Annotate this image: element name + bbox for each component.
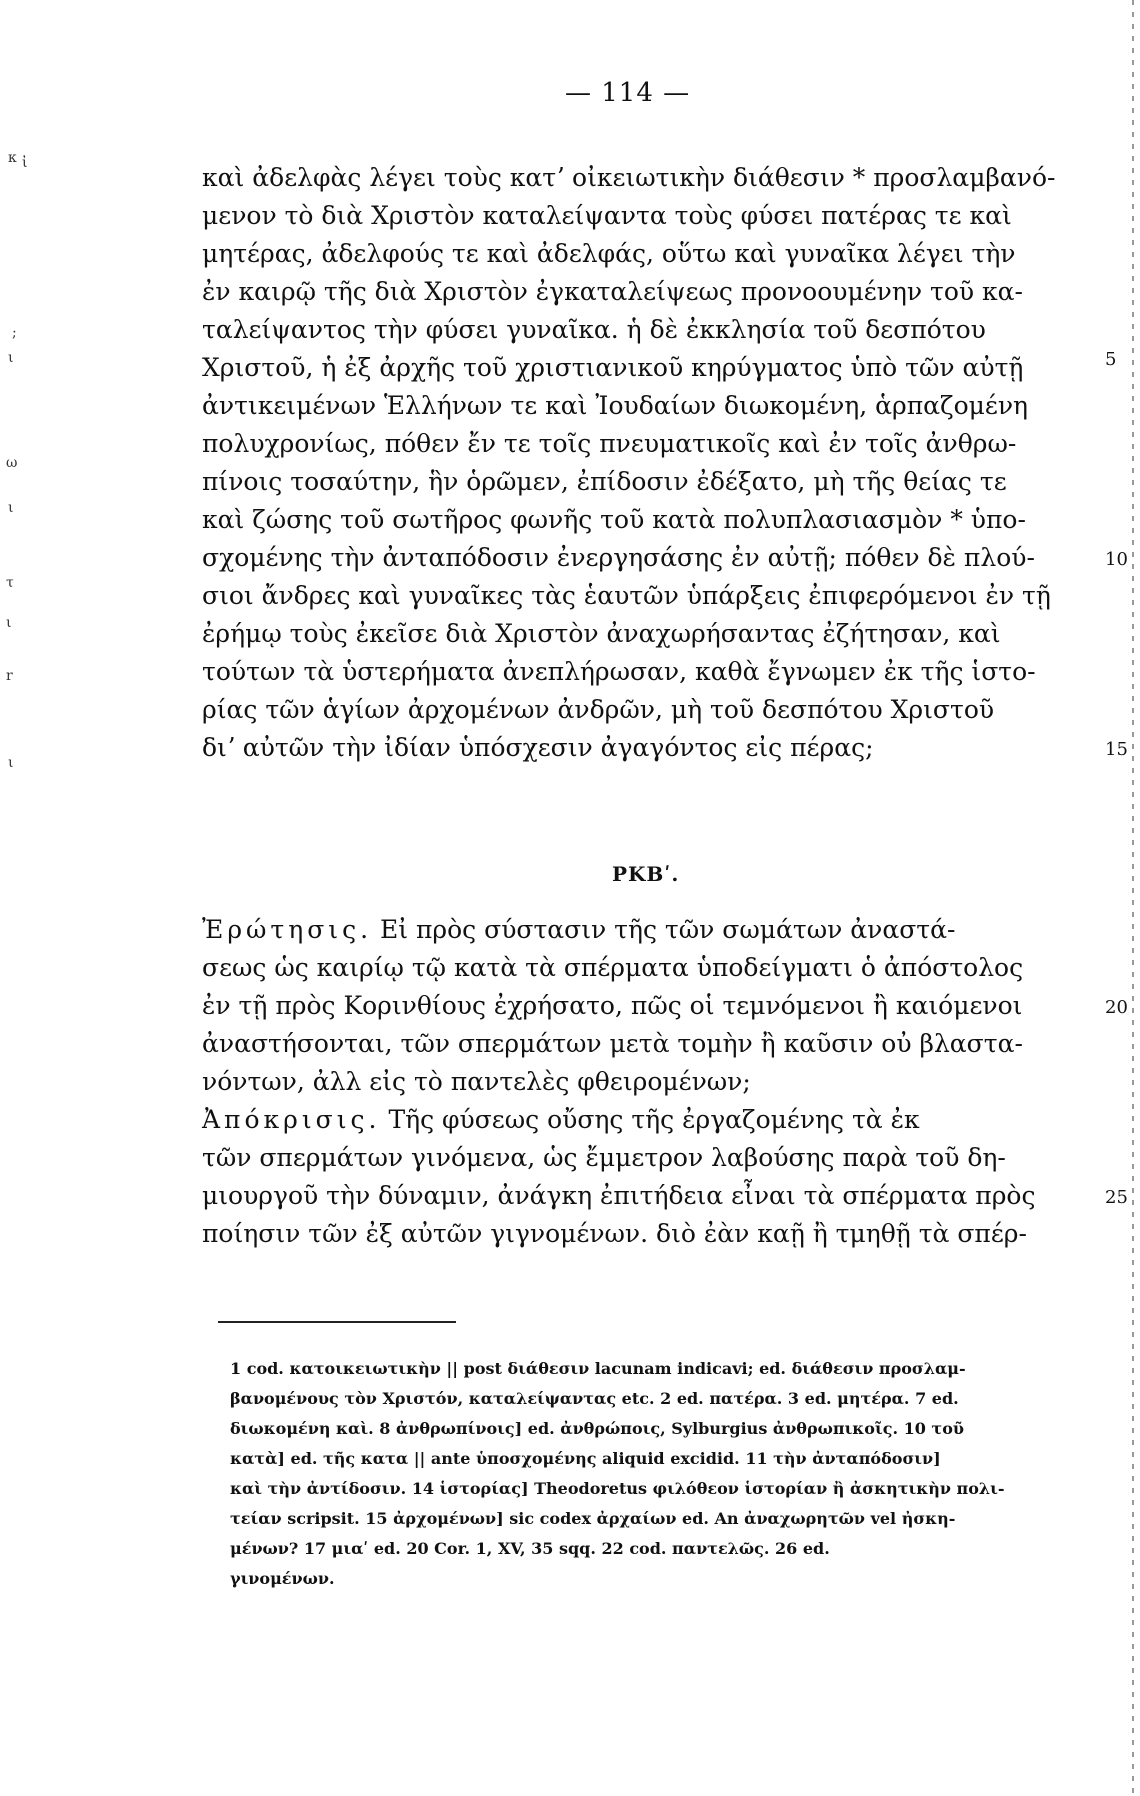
line-number-20: 20 [1105, 997, 1128, 1018]
text-line: τούτων τὰ ὑστερήματα ἀνεπλήρωσαν, καθὰ ἔγνωμεν ἐκ τῆς ἱστο- [202, 657, 1036, 686]
margin-mark: ω [6, 455, 18, 471]
margin-mark: ι [8, 755, 14, 771]
line-number-15: 15 [1105, 739, 1128, 760]
text-line: καὶ ἀδελφὰς λέγει τοὺς κατʼ οἰκειωτικὴν διάθεσιν * προσλαμβανό- [202, 163, 1056, 192]
answer-text: Τῆς φύσεως οὔσης τῆς ἐργαζομένης τὰ ἐκ [388, 1105, 920, 1134]
text-line: πολυχρονίως, πόθεν ἔν τε τοῖς πνευματικοῖς καὶ ἐν τοῖς ἀνθρω- [202, 429, 1017, 458]
text-line: ἐν τῇ πρὸς Κορινθίους ἐχρήσατο, πῶς οἱ τεμνόμενοι ἢ καιόμενοι [202, 991, 1023, 1020]
margin-mark: ι [6, 615, 12, 631]
answer-line-first [202, 1102, 920, 1138]
text-line: καὶ ζώσης τοῦ σωτῆρος φωνῆς τοῦ κατὰ πολυπλασιασμὸν * ὑπο- [202, 505, 1026, 534]
margin-mark: τ [6, 575, 14, 591]
text-line: πίνοις τοσαύτην, ἣν ὁρῶμεν, ἐπίδοσιν ἐδέξατο, μὴ τῆς θείας τε [202, 467, 1007, 496]
question-text: Εἰ πρὸς σύστασιν τῆς τῶν σωμάτων ἀναστά- [380, 915, 956, 944]
text-line: σεως ὡς καιρίῳ τῷ κατὰ τὰ σπέρματα ὑποδείγματι ὁ ἀπόστολος [202, 953, 1024, 982]
text-line: μητέρας, ἀδελφούς τε καὶ ἀδελφάς, οὕτω καὶ γυναῖκα λέγει τὴν [202, 239, 1016, 268]
text-line: ἐν καιρῷ τῆς διὰ Χριστὸν ἐγκαταλείψεως προνοουμένην τοῦ κα- [202, 277, 1023, 306]
margin-mark: ; [12, 325, 17, 341]
text-line: ἀναστήσονται, τῶν σπερμάτων μετὰ τομὴν ἢ καῦσιν οὐ βλαστα- [202, 1029, 1023, 1058]
question-label: Ἐρώτησις. [202, 915, 373, 944]
text-line: ποίησιν τῶν ἐξ αὐτῶν γιγνομένων. διὸ ἐὰν καῇ ἢ τμηθῇ τὰ σπέρ- [202, 1219, 1027, 1248]
margin-mark: r [6, 668, 13, 684]
page-edge-scan-line [1132, 0, 1134, 1796]
footnote-line: μένων? 17 μιαʹ ed. 20 Cor. 1, XV, 35 sqq. 22 cod. παντελῶς. 26 ed. [230, 1539, 830, 1558]
text-line: ρίας τῶν ἁγίων ἀρχομένων ἀνδρῶν, μὴ τοῦ δεσπότου Χριστοῦ [202, 695, 995, 724]
footnote-line: 1 cod. κατοικειωτικὴν || post διάθεσιν lacunam indicavi; ed. διάθεσιν προσλαμ- [230, 1359, 966, 1378]
footnote-line: διωκομένη καὶ. 8 ἀνθρωπίνοις] ed. ἀνθρώποις, Sylburgius ἀνθρωπικοῖς. 10 τοῦ [230, 1419, 964, 1438]
page-number: — 114 — [565, 78, 691, 108]
footnote-line: κατὰ] ed. τῆς κατα || ante ὑποσχομένης aliquid excidid. 11 τὴν ἀνταπόδοσιν] [230, 1449, 941, 1468]
text-line: ἀντικειμένων Ἑλλήνων τε καὶ Ἰουδαίων διωκομένη, ἁρπαζομένη [202, 391, 1029, 420]
margin-mark: ι [8, 500, 14, 516]
margin-mark: κ [8, 150, 17, 166]
footnote-line: γινομένων. [230, 1569, 335, 1588]
line-number-25: 25 [1105, 1187, 1128, 1208]
text-line: σιοι ἄνδρες καὶ γυναῖκες τὰς ἑαυτῶν ὑπάρξεις ἐπιφερόμενοι ἐν τῇ [202, 581, 1051, 610]
answer-label: Ἀπόκρισις. [202, 1105, 381, 1134]
footnote-line: βανομένους τὸν Χριστόν, καταλείψαντας etc. 2 ed. πατέρα. 3 ed. μητέρα. 7 ed. [230, 1389, 959, 1408]
text-line: σχομένης τὴν ἀνταπόδοσιν ἐνεργησάσης ἐν αὐτῇ; πόθεν δὲ πλού- [202, 543, 1035, 572]
text-line: διʼ αὐτῶν τὴν ἰδίαν ὑπόσχεσιν ἀγαγόντος εἰς πέρας; [202, 733, 874, 762]
line-number-10: 10 [1105, 549, 1128, 570]
text-line: νόντων, ἀλλ εἰς τὸ παντελὲς φθειρομένων; [202, 1067, 751, 1096]
line-number-5: 5 [1105, 349, 1117, 370]
text-line: μενον τὸ διὰ Χριστὸν καταλείψαντα τοὺς φύσει πατέρας τε καὶ [202, 201, 1012, 230]
section-heading: ΡΚΒʹ. [612, 862, 680, 886]
text-line: ἐρήμῳ τοὺς ἐκεῖσε διὰ Χριστὸν ἀναχωρήσαντας ἐζήτησαν, καὶ [202, 619, 1001, 648]
margin-mark: ἰ [22, 155, 28, 171]
footnote-rule [218, 1321, 456, 1323]
text-line: ταλείψαντος τὴν φύσει γυναῖκα. ἡ δὲ ἐκκλησία τοῦ δεσπότου [202, 315, 986, 344]
footnote-line: τείαν scripsit. 15 ἀρχομένων] sic codex ἀρχαίων ed. An ἀναχωρητῶν vel ἠσκη- [230, 1509, 956, 1528]
text-line: τῶν σπερμάτων γινόμενα, ὡς ἔμμετρον λαβούσης παρὰ τοῦ δη- [202, 1143, 1006, 1172]
text-line: Χριστοῦ, ἡ ἐξ ἀρχῆς τοῦ χριστιανικοῦ κηρύγματος ὑπὸ τῶν αὐτῇ [202, 353, 1024, 382]
text-line: μιουργοῦ τὴν δύναμιν, ἀνάγκη ἐπιτήδεια εἶναι τὰ σπέρματα πρὸς [202, 1181, 1036, 1210]
margin-mark: ι [8, 350, 14, 366]
footnote-line: καὶ τὴν ἀντίδοσιν. 14 ἱστορίας] Theodoretus φιλόθεον ἱστορίαν ἢ ἀσκητικὴν πολι- [230, 1479, 1005, 1498]
question-line-first [202, 912, 955, 948]
